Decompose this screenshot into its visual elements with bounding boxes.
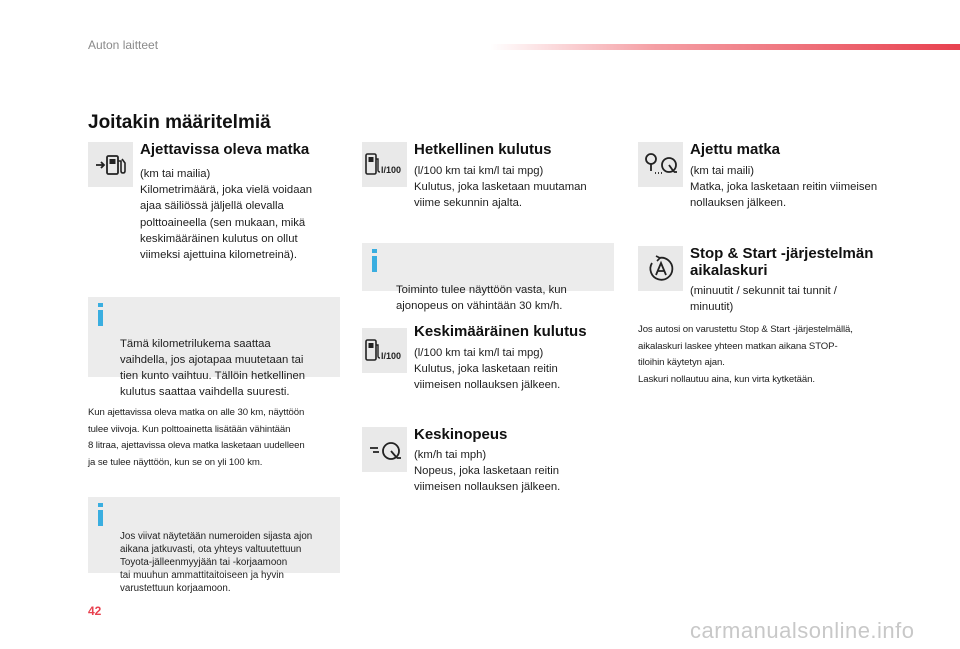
distance-icon xyxy=(638,142,683,187)
header-accent-bar xyxy=(490,44,960,50)
info-icon xyxy=(98,310,103,326)
info-icon xyxy=(372,256,377,272)
instant-text: (l/100 km tai km/l tai mpg) Kulutus, joka lasketaan muutaman viime sekunnin ajalta. xyxy=(414,165,587,210)
average-text: (l/100 km tai km/l tai mpg) Kulutus, joka lasketaan reitin viimeisen nollauksen jälkeen. xyxy=(414,347,561,392)
speedometer-icon xyxy=(362,427,407,472)
header-title: Auton laitteet xyxy=(88,38,159,52)
watermark: carmanualsonline.info xyxy=(690,618,915,643)
info-note-text: Jos viivat näytetään numeroiden sijasta ajon aikana jatkuvasti, ota yhteys valtuutettuun Toyota-jälleenmyyjään tai -korjaamoon tai muuhun ammattitaitoiseen ja hyvin varustettuun korjaamoon. xyxy=(120,531,313,594)
range-heading: Ajettavissa oleva matka xyxy=(140,141,310,158)
distance-text: (km tai maili) Matka, joka lasketaan reitin viimeisen nollauksen jälkeen. xyxy=(690,165,878,210)
stop-start-icon xyxy=(638,246,683,291)
fuel-consumption-icon xyxy=(362,328,407,373)
fuel-consumption-icon-label: l/100 xyxy=(380,350,401,361)
info-note-range-variation xyxy=(88,297,340,398)
info-note-text: Toiminto tulee näyttöön vasta, kun ajonopeus on vähintään 30 km/h. xyxy=(396,284,567,312)
info-note-speed-threshold xyxy=(362,243,614,312)
stopstart-heading: Stop & Start -järjestelmän aikalaskuri xyxy=(690,245,874,279)
fuel-consumption-icon xyxy=(362,142,407,187)
average-heading: Keskimääräinen kulutus xyxy=(414,323,587,340)
stopstart-text: (minuutit / sekunnit tai tunnit / minuutit) xyxy=(690,285,837,314)
speed-text: (km/h tai mph) Nopeus, joka lasketaan reitin viimeisen nollauksen jälkeen. xyxy=(414,449,561,494)
page-number: 42 xyxy=(88,604,102,618)
info-note-text: Tämä kilometrilukema saattaa vaihdella, jos ajotapaa muutetaan tai tien kunto vaihtuu. Tällöin hetkellinen kulutus saattaa vaihdella suuresti. xyxy=(120,338,306,398)
info-note-dashes xyxy=(88,497,340,594)
instant-heading: Hetkellinen kulutus xyxy=(414,141,552,158)
section-title: Joitakin määritelmiä xyxy=(88,112,271,133)
range-text: (km tai mailia) Kilometrimäärä, joka vielä voidaan ajaa säiliössä jäljellä olevalla polttoaineella (sen mukaan, mikä keskimääräinen kulutus on ollut viimeksi ajettuina kilometreinä). xyxy=(140,168,313,262)
info-icon xyxy=(98,510,103,526)
speed-heading: Keskinopeus xyxy=(414,426,508,443)
fuel-consumption-icon-label: l/100 xyxy=(380,164,401,175)
distance-heading: Ajettu matka xyxy=(690,141,781,158)
stopstart-paragraph: Jos autosi on varustettu Stop & Start -järjestelmällä, aikalaskuri laskee yhteen matkan aikana STOP- tiloihin käytetyn ajan. Laskuri nollautuu aina, kun virta kytketään. xyxy=(638,324,853,385)
fuel-range-icon xyxy=(88,142,133,187)
range-paragraph: Kun ajettavissa oleva matka on alle 30 km, näyttöön tulee viivoja. Kun polttoainetta lisätään vähintään 8 litraa, ajettavissa oleva matka lasketaan uudelleen ja se tulee näyttöön, kun se on yli 100 km. xyxy=(88,407,305,468)
